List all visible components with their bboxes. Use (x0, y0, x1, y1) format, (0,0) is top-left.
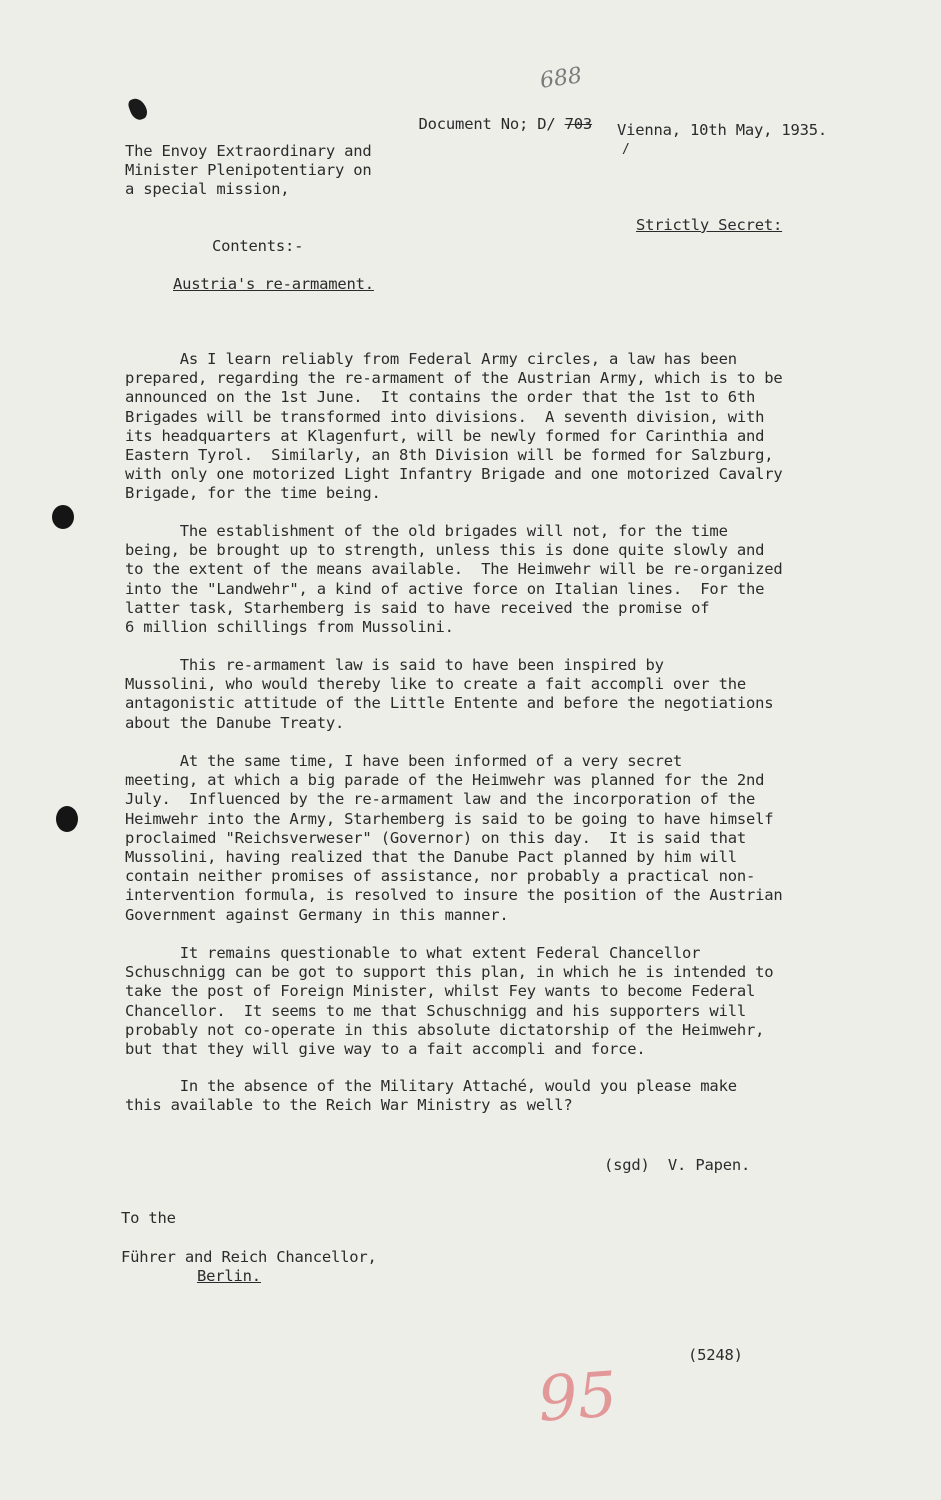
address-recipient: Führer and Reich Chancellor, (121, 1248, 377, 1266)
sender-line-1: The Envoy Extraordinary and (125, 142, 372, 160)
paragraph-line: As I learn reliably from Federal Army circles, a law has been (125, 350, 737, 368)
document-number-label: Document No; D/ (418, 115, 556, 133)
paragraph-line: Mussolini, having realized that the Danube Pact planned by him will (125, 848, 737, 867)
paragraph-line: prepared, regarding the re-armament of the Austrian Army, which is to be (125, 369, 783, 388)
punch-hole-lower (56, 806, 78, 832)
paragraph-line: being, be brought up to strength, unless this is done quite slowly and (125, 541, 765, 560)
paragraph-line: into the "Landwehr", a kind of active force on Italian lines. For the (125, 579, 765, 598)
paragraph-5 (125, 944, 845, 1059)
date-tick-mark: / (622, 142, 630, 157)
paragraph-line: Government against Germany in this manner. (125, 905, 509, 924)
paragraph-line: This re-armament law is said to have been inspired by (125, 656, 664, 674)
sender-line-2: Minister Plenipotentiary on (125, 161, 372, 179)
paragraph-3 (125, 656, 845, 733)
paragraph-line: to the extent of the means available. The Heimwehr will be re-organized (125, 560, 783, 579)
address-to-the: To the (121, 1209, 176, 1227)
paragraph-4 (125, 752, 845, 925)
paragraph-line: Brigade, for the time being. (125, 484, 381, 503)
paragraph-line: latter task, Starhemberg is said to have received the promise of (125, 598, 710, 617)
paragraph-line: its headquarters at Klagenfurt, will be newly formed for Carinthia and (125, 426, 765, 445)
paragraph-line: proclaimed "Reichsverweser" (Governor) on this day. It is said that (125, 828, 746, 847)
paragraph-line: Brigades will be transformed into divisions. A seventh division, with (125, 407, 765, 426)
subject-line: Austria's re-armament. (173, 275, 374, 293)
paragraph-line: Heimwehr into the Army, Starhemberg is said to be going to have himself (125, 809, 774, 828)
paragraph-line: take the post of Foreign Minister, whilst Fey wants to become Federal (125, 982, 756, 1001)
signature: (sgd) V. Papen. (604, 1156, 751, 1174)
document-number-line (382, 96, 592, 153)
handwritten-page-number: 95 (535, 1357, 620, 1436)
sender-line-3: a special mission, (125, 180, 290, 198)
paragraph-line: meeting, at which a big parade of the Heimwehr was planned for the 2nd (125, 771, 765, 790)
paragraph-line: Eastern Tyrol. Similarly, an 8th Division will be formed for Salzburg, (125, 446, 774, 465)
binding-mark (127, 96, 150, 122)
paragraph-line: Chancellor. It seems to me that Schuschnigg and his supporters will (125, 1001, 746, 1020)
paragraph-line: announced on the 1st June. It contains the order that the 1st to 6th (125, 388, 756, 407)
paragraph-line: July. Influenced by the re-armament law and the incorporation of the (125, 790, 756, 809)
paragraph-line: Mussolini, who would thereby like to create a fait accompli over the (125, 675, 746, 694)
paragraph-line: Schuschnigg can be got to support this plan, in which he is intended to (125, 963, 774, 982)
paragraph-line: this available to the Reich War Ministry as well? (125, 1096, 573, 1115)
contents-label: Contents:- (212, 237, 304, 255)
paragraph-line: It remains questionable to what extent Federal Chancellor (125, 944, 701, 962)
paragraph-1 (125, 350, 845, 504)
paragraph-line: In the absence of the Military Attaché, would you please make (125, 1077, 737, 1095)
address-city: Berlin. (197, 1267, 261, 1285)
punch-hole-upper (52, 505, 74, 529)
paragraph-line: but that they will give way to a fait accompli and force. (125, 1040, 646, 1059)
handwritten-document-number: 688 (538, 63, 584, 94)
paragraph-6 (125, 1077, 845, 1115)
paragraph-line: At the same time, I have been informed of a very secret (125, 752, 683, 770)
paragraph-line: antagonistic attitude of the Little Entente and before the negotiations (125, 694, 774, 713)
paragraph-line: 6 million schillings from Mussolini. (125, 618, 454, 637)
footer-reference: (5248) (688, 1346, 743, 1364)
paragraph-line: intervention formula, is resolved to insure the position of the Austrian (125, 886, 783, 905)
document-number-struck: 703 (564, 115, 593, 133)
paragraph-2 (125, 522, 845, 637)
paragraph-line: contain neither promises of assistance, nor probably a practical non- (125, 867, 756, 886)
paragraph-line: The establishment of the old brigades will not, for the time (125, 522, 728, 540)
paragraph-line: probably not co-operate in this absolute dictatorship of the Heimwehr, (125, 1020, 765, 1039)
paragraph-line: about the Danube Treaty. (125, 713, 345, 732)
paragraph-line: with only one motorized Light Infantry Brigade and one motorized Cavalry (125, 465, 783, 484)
classification: Strictly Secret: (636, 216, 783, 234)
place-date: Vienna, 10th May, 1935. (617, 121, 828, 139)
